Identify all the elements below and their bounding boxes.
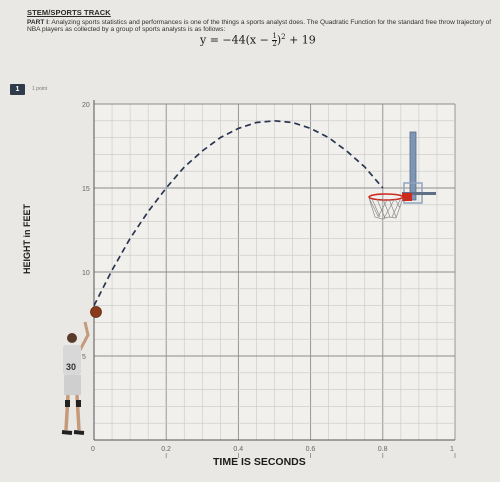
y-tick-label: 15: [82, 186, 90, 193]
x-tick-label: 0.8: [377, 446, 388, 453]
basketball-icon: [91, 307, 102, 318]
fraction-denominator: 2: [272, 40, 277, 49]
chart-grid: [94, 104, 455, 440]
y-axis-label: HEIGHT in FEET: [22, 203, 32, 274]
x-tick-label: 1: [450, 446, 454, 453]
question-points: 1 point: [32, 86, 48, 92]
y-tick-label: 5: [82, 354, 86, 361]
x-tick-label: 0: [91, 446, 95, 453]
player-knee-pad-icon: [76, 400, 81, 407]
player-arm-icon: [80, 322, 88, 350]
player-shoes-icon: [62, 432, 84, 433]
track-title: STEM/SPORTS TRACK: [27, 8, 111, 17]
equation-exponent: 2: [281, 33, 286, 41]
x-tick-label: 0.4: [233, 446, 244, 453]
player-head-icon: [67, 333, 77, 343]
part-text: : Analyzing sports statistics and performances is one of the things a sports analyst does. The Quadratic Function for the standard free throw trajectory of NBA players as collected by a group of sports analysts is as follows:: [27, 19, 492, 34]
y-tick-label: 20: [82, 102, 90, 109]
part-label: PART I: [27, 19, 49, 26]
fraction-numerator: 1: [272, 32, 277, 41]
player-jersey-number: 30: [66, 362, 77, 372]
x-tick-label: 0.6: [305, 446, 316, 453]
equation-close: ): [276, 33, 282, 47]
equation-rest: + 19: [285, 33, 316, 47]
question-number-badge[interactable]: 1: [10, 84, 25, 95]
player-shorts-icon: [64, 375, 81, 395]
equation-lhs: y = −44: [200, 33, 246, 47]
x-axis-label: TIME IS SECONDS: [213, 456, 306, 468]
basketball-player-illustration: [62, 322, 88, 433]
equation-open: (x −: [245, 33, 273, 47]
player-knee-pad-icon: [65, 400, 70, 407]
backboard-pole-icon: [410, 132, 416, 200]
y-tick-label: 10: [82, 270, 90, 277]
x-tick-label: 0.2: [161, 446, 171, 453]
